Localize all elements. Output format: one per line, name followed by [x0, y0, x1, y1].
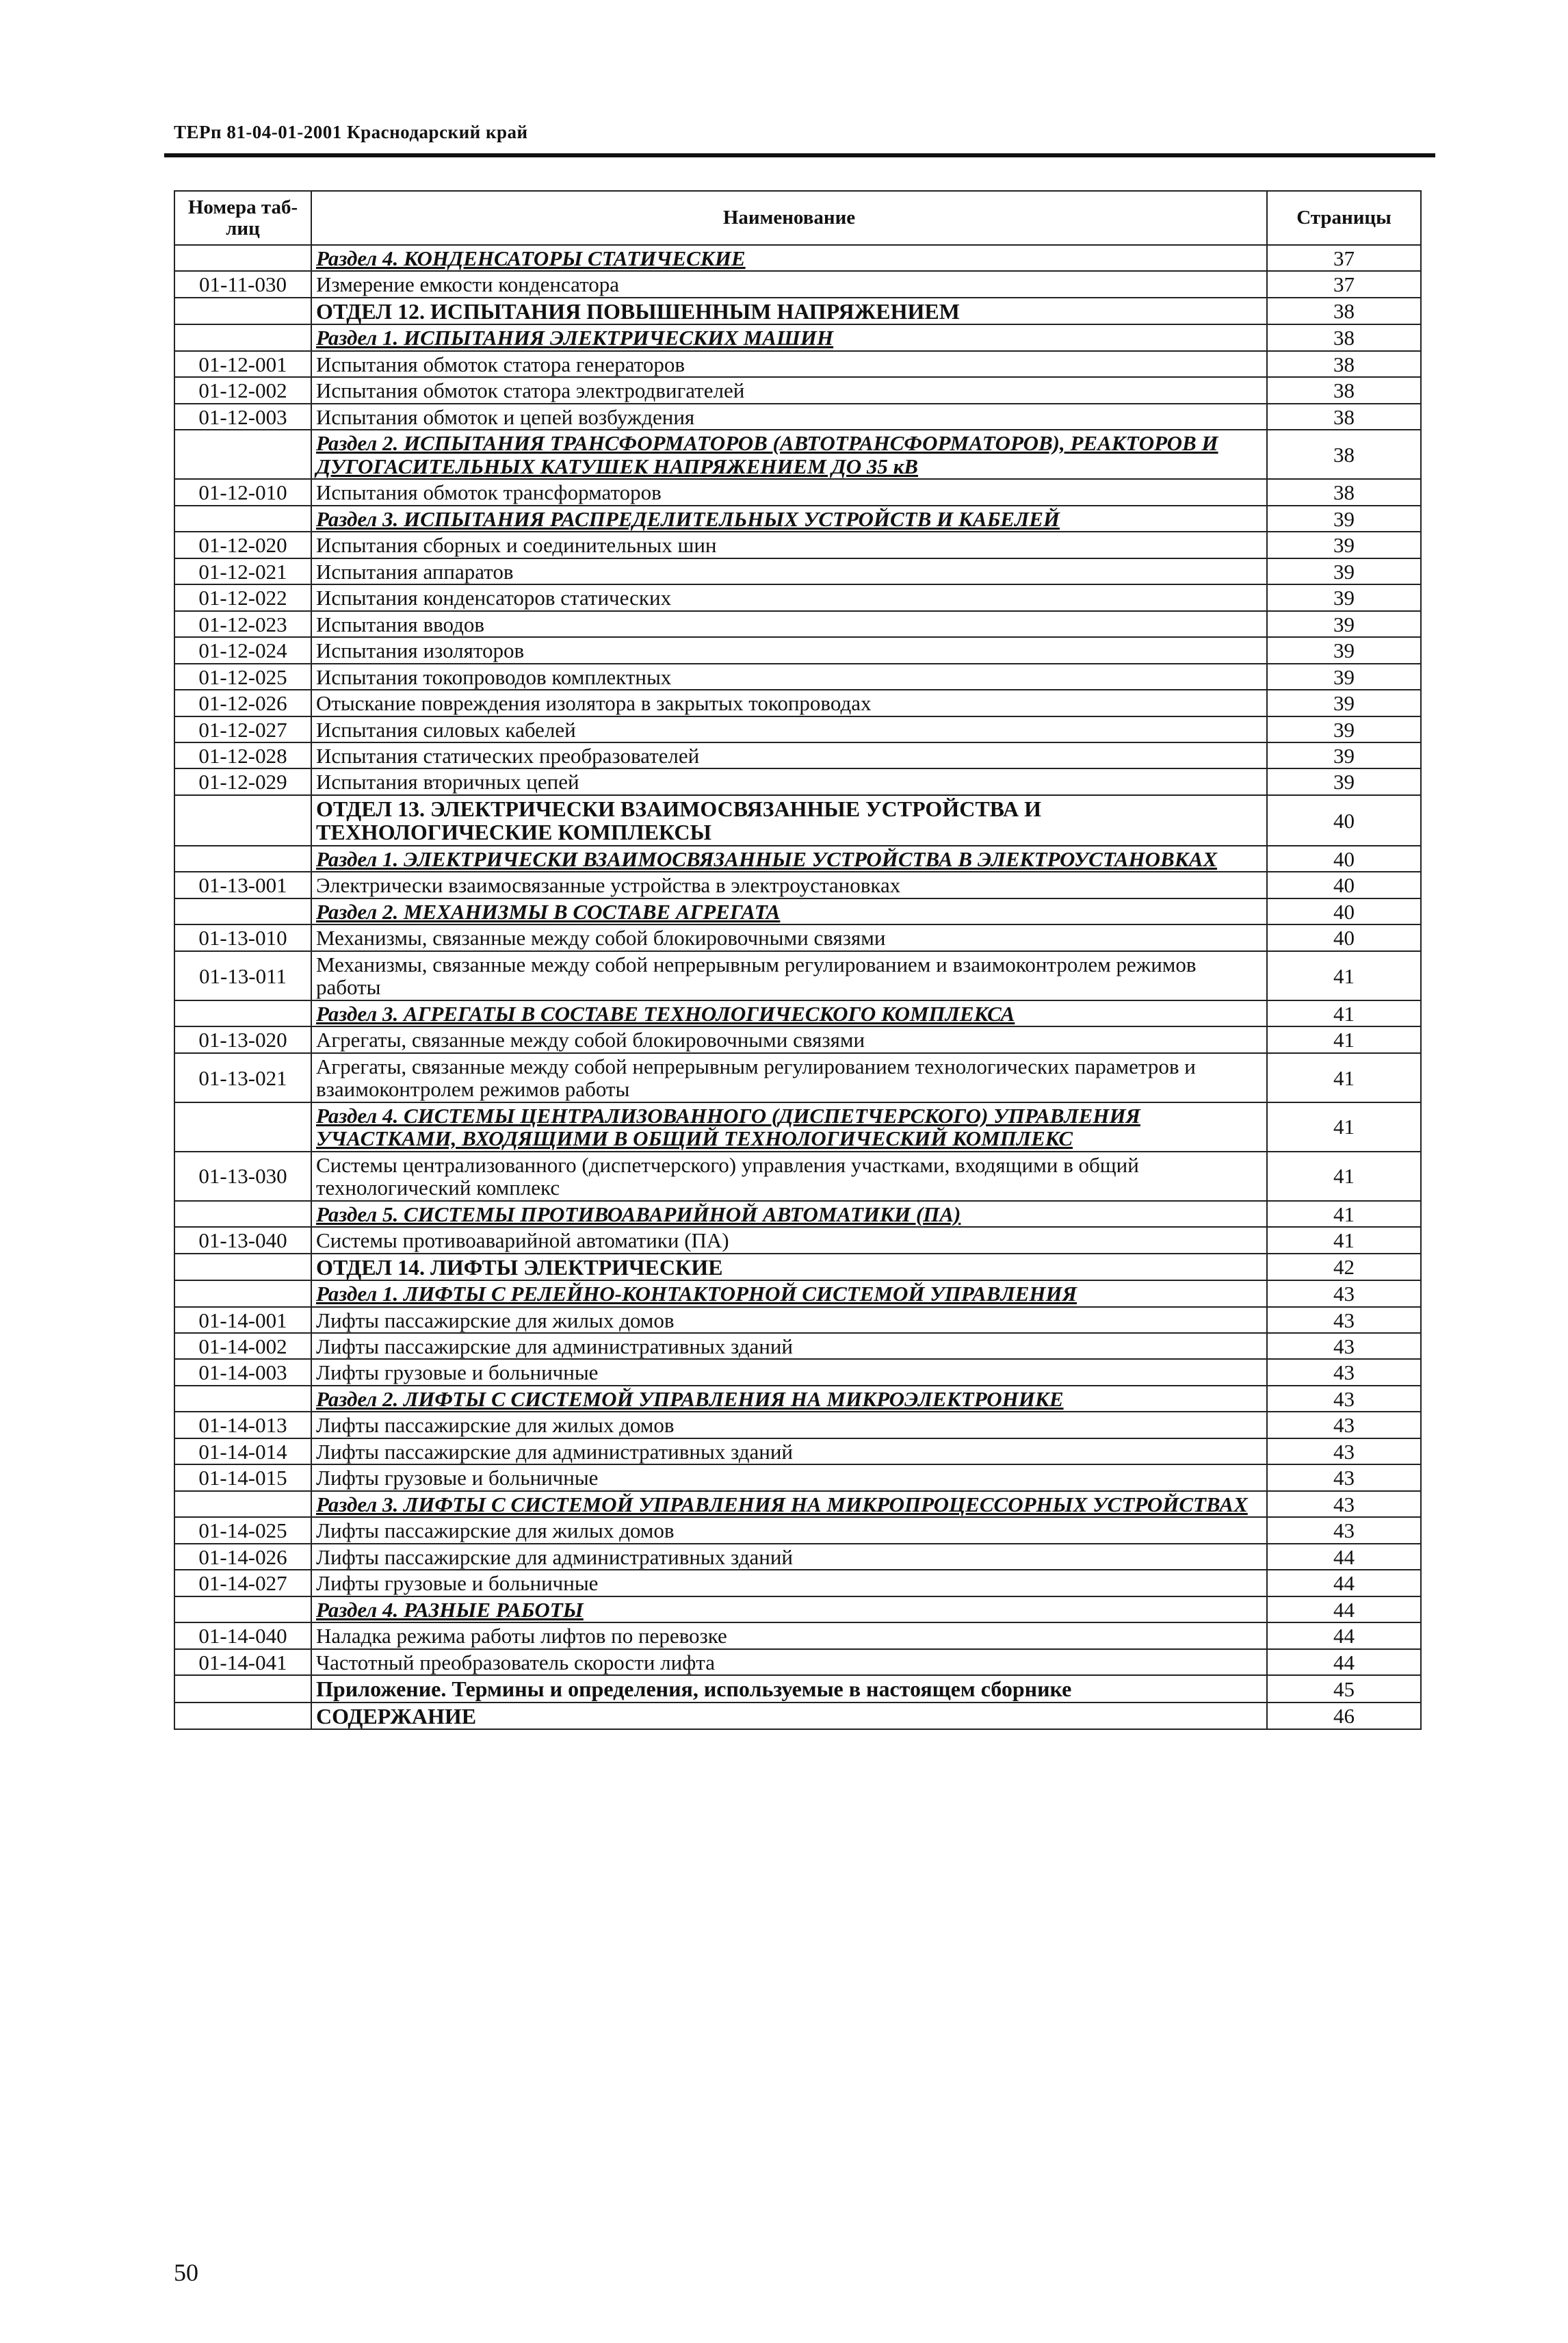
table-row	[174, 404, 1421, 430]
section-row	[174, 846, 1421, 872]
table-row	[174, 768, 1421, 794]
table-name-cell: Испытания вводов	[311, 611, 1267, 637]
table-code-cell: 01-14-026	[174, 1544, 311, 1570]
table-code-cell: 01-13-001	[174, 872, 311, 898]
page-number: 50	[174, 2259, 198, 2286]
table-page-cell: 40	[1267, 795, 1421, 846]
section-row	[174, 1596, 1421, 1622]
table-name-cell: Испытания статических преобразователей	[311, 742, 1267, 768]
table-code-cell: 01-13-011	[174, 951, 311, 1000]
table-code-cell: 01-13-030	[174, 1152, 311, 1201]
table-code-cell	[174, 1386, 311, 1412]
table-page-cell: 43	[1267, 1280, 1421, 1306]
table-name-cell: Лифты пассажирские для административных зданий	[311, 1544, 1267, 1570]
section-row	[174, 1102, 1421, 1152]
table-page-cell: 43	[1267, 1438, 1421, 1464]
table-page-cell: 39	[1267, 532, 1421, 558]
table-page-cell: 39	[1267, 611, 1421, 637]
table-page-cell: 41	[1267, 1000, 1421, 1026]
table-name-cell: Раздел 3. ЛИФТЫ С СИСТЕМОЙ УПРАВЛЕНИЯ НА МИКРОПРОЦЕССОРНЫХ УСТРОЙСТВАХ	[311, 1491, 1267, 1517]
table-row	[174, 1333, 1421, 1359]
table-page-cell: 38	[1267, 479, 1421, 505]
table-code-cell	[174, 1703, 311, 1730]
section-row	[174, 245, 1421, 271]
table-code-cell	[174, 430, 311, 479]
table-row	[174, 1438, 1421, 1464]
table-code-cell: 01-12-027	[174, 716, 311, 742]
section-row	[174, 324, 1421, 350]
table-page-cell: 38	[1267, 351, 1421, 377]
column-header-pages: Страницы	[1267, 191, 1421, 245]
table-page-cell: 40	[1267, 898, 1421, 924]
table-row	[174, 716, 1421, 742]
table-name-cell: Раздел 3. АГРЕГАТЫ В СОСТАВЕ ТЕХНОЛОГИЧЕСКОГО КОМПЛЕКСА	[311, 1000, 1267, 1026]
table-page-cell: 41	[1267, 1102, 1421, 1152]
section-row	[174, 430, 1421, 479]
table-code-cell: 01-14-013	[174, 1412, 311, 1438]
table-page-cell: 43	[1267, 1333, 1421, 1359]
table-row	[174, 271, 1421, 297]
table-code-cell: 01-14-015	[174, 1464, 311, 1490]
table-page-cell: 41	[1267, 1026, 1421, 1052]
table-header-row	[174, 191, 1421, 245]
table-page-cell: 42	[1267, 1254, 1421, 1281]
table-page-cell: 39	[1267, 506, 1421, 532]
table-code-cell: 01-13-010	[174, 924, 311, 950]
table-page-cell: 38	[1267, 377, 1421, 403]
table-name-cell: Лифты пассажирские для административных зданий	[311, 1438, 1267, 1464]
table-page-cell: 38	[1267, 404, 1421, 430]
table-name-cell: Системы противоаварийной автоматики (ПА)	[311, 1227, 1267, 1253]
table-name-cell: Электрически взаимосвязанные устройства в электроустановках	[311, 872, 1267, 898]
header-rule	[164, 153, 1435, 157]
table-code-cell	[174, 1596, 311, 1622]
table-name-cell: Раздел 3. ИСПЫТАНИЯ РАСПРЕДЕЛИТЕЛЬНЫХ УСТРОЙСТВ И КАБЕЛЕЙ	[311, 506, 1267, 532]
table-name-cell: Раздел 2. ИСПЫТАНИЯ ТРАНСФОРМАТОРОВ (АВТОТРАНСФОРМАТОРОВ), РЕАКТОРОВ И ДУГОГАСИТЕЛЬНЫХ КАТУШЕК НАПРЯЖЕНИЕМ ДО 35 кВ	[311, 430, 1267, 479]
table-row	[174, 1359, 1421, 1385]
table-code-cell	[174, 1102, 311, 1152]
table-page-cell: 39	[1267, 584, 1421, 610]
table-row	[174, 377, 1421, 403]
table-code-cell: 01-12-026	[174, 690, 311, 716]
table-name-cell: Наладка режима работы лифтов по перевозке	[311, 1622, 1267, 1648]
table-row	[174, 664, 1421, 690]
table-name-cell: Агрегаты, связанные между собой блокировочными связями	[311, 1026, 1267, 1052]
table-row	[174, 584, 1421, 610]
table-name-cell: Раздел 1. ИСПЫТАНИЯ ЭЛЕКТРИЧЕСКИХ МАШИН	[311, 324, 1267, 350]
table-code-cell: 01-14-014	[174, 1438, 311, 1464]
table-code-cell	[174, 1280, 311, 1306]
table-page-cell: 39	[1267, 637, 1421, 663]
table-name-cell: Механизмы, связанные между собой непрерывным регулированием и взаимоконтролем режимов работы	[311, 951, 1267, 1000]
table-row	[174, 1517, 1421, 1543]
table-row	[174, 924, 1421, 950]
table-page-cell: 38	[1267, 430, 1421, 479]
table-name-cell: Раздел 2. ЛИФТЫ С СИСТЕМОЙ УПРАВЛЕНИЯ НА МИКРОЭЛЕКТРОНИКЕ	[311, 1386, 1267, 1412]
table-code-cell: 01-12-028	[174, 742, 311, 768]
table-page-cell: 39	[1267, 716, 1421, 742]
table-code-cell: 01-12-022	[174, 584, 311, 610]
table-code-cell	[174, 795, 311, 846]
table-page-cell: 41	[1267, 1152, 1421, 1201]
table-code-cell	[174, 1254, 311, 1281]
table-row	[174, 1412, 1421, 1438]
table-row	[174, 351, 1421, 377]
table-name-cell: Испытания силовых кабелей	[311, 716, 1267, 742]
table-page-cell: 41	[1267, 1227, 1421, 1253]
table-row	[174, 1622, 1421, 1648]
table-page-cell: 41	[1267, 1201, 1421, 1227]
table-page-cell: 39	[1267, 690, 1421, 716]
table-code-cell	[174, 1000, 311, 1026]
table-code-cell: 01-12-001	[174, 351, 311, 377]
table-page-cell: 41	[1267, 951, 1421, 1000]
table-code-cell: 01-12-010	[174, 479, 311, 505]
section-row	[174, 1280, 1421, 1306]
table-code-cell	[174, 1491, 311, 1517]
table-code-cell: 01-13-021	[174, 1053, 311, 1102]
section-row	[174, 1201, 1421, 1227]
table-page-cell: 44	[1267, 1570, 1421, 1596]
table-name-cell: Измерение емкости конденсатора	[311, 271, 1267, 297]
table-name-cell: Испытания обмоток и цепей возбуждения	[311, 404, 1267, 430]
column-header-name: Наименование	[311, 191, 1267, 245]
table-name-cell: Лифты грузовые и больничные	[311, 1359, 1267, 1385]
table-page-cell: 43	[1267, 1359, 1421, 1385]
table-page-cell: 43	[1267, 1491, 1421, 1517]
table-name-cell: Испытания обмоток статора генераторов	[311, 351, 1267, 377]
column-header-code: Номера таб-лиц	[174, 191, 311, 245]
table-code-cell: 01-12-021	[174, 558, 311, 584]
table-page-cell: 43	[1267, 1517, 1421, 1543]
table-row	[174, 1649, 1421, 1675]
table-row	[174, 1026, 1421, 1052]
table-name-cell: Системы централизованного (диспетчерского) управления участками, входящими в общий технологический комплекс	[311, 1152, 1267, 1201]
table-code-cell: 01-12-020	[174, 532, 311, 558]
table-page-cell: 43	[1267, 1307, 1421, 1333]
table-page-cell: 37	[1267, 245, 1421, 271]
section-row	[174, 1491, 1421, 1517]
table-page-cell: 44	[1267, 1544, 1421, 1570]
table-name-cell: Механизмы, связанные между собой блокировочными связями	[311, 924, 1267, 950]
table-page-cell: 44	[1267, 1649, 1421, 1675]
table-row	[174, 611, 1421, 637]
table-name-cell: ОТДЕЛ 14. ЛИФТЫ ЭЛЕКТРИЧЕСКИЕ	[311, 1254, 1267, 1281]
table-code-cell: 01-12-023	[174, 611, 311, 637]
table-name-cell: Лифты пассажирские для жилых домов	[311, 1517, 1267, 1543]
table-code-cell	[174, 846, 311, 872]
table-name-cell: СОДЕРЖАНИЕ	[311, 1703, 1267, 1730]
table-page-cell: 37	[1267, 271, 1421, 297]
table-row	[174, 1053, 1421, 1102]
table-name-cell: Испытания сборных и соединительных шин	[311, 532, 1267, 558]
table-row	[174, 1227, 1421, 1253]
section-row	[174, 1000, 1421, 1026]
table-row	[174, 532, 1421, 558]
table-code-cell: 01-12-025	[174, 664, 311, 690]
table-code-cell	[174, 506, 311, 532]
department-row	[174, 795, 1421, 846]
section-row	[174, 506, 1421, 532]
contents-table	[174, 190, 1422, 1730]
table-name-cell: Испытания вторичных цепей	[311, 768, 1267, 794]
table-code-cell: 01-12-024	[174, 637, 311, 663]
table-name-cell: Раздел 2. МЕХАНИЗМЫ В СОСТАВЕ АГРЕГАТА	[311, 898, 1267, 924]
table-page-cell: 40	[1267, 924, 1421, 950]
table-row	[174, 479, 1421, 505]
table-code-cell	[174, 324, 311, 350]
table-code-cell: 01-14-003	[174, 1359, 311, 1385]
table-code-cell: 01-14-027	[174, 1570, 311, 1596]
table-code-cell: 01-14-001	[174, 1307, 311, 1333]
table-row	[174, 742, 1421, 768]
table-row	[174, 637, 1421, 663]
table-code-cell: 01-13-040	[174, 1227, 311, 1253]
table-code-cell: 01-14-002	[174, 1333, 311, 1359]
table-name-cell: Испытания изоляторов	[311, 637, 1267, 663]
table-name-cell: Агрегаты, связанные между собой непрерывным регулированием технологических параметров и взаимоконтролем режимов работы	[311, 1053, 1267, 1102]
department-row	[174, 1675, 1421, 1703]
table-page-cell: 44	[1267, 1622, 1421, 1648]
table-name-cell: Испытания аппаратов	[311, 558, 1267, 584]
table-name-cell: Испытания конденсаторов статических	[311, 584, 1267, 610]
table-code-cell: 01-14-040	[174, 1622, 311, 1648]
table-code-cell: 01-12-002	[174, 377, 311, 403]
table-row	[174, 1544, 1421, 1570]
table-page-cell: 40	[1267, 872, 1421, 898]
table-page-cell: 46	[1267, 1703, 1421, 1730]
table-name-cell: Раздел 4. РАЗНЫЕ РАБОТЫ	[311, 1596, 1267, 1622]
table-name-cell: Лифты пассажирские для жилых домов	[311, 1412, 1267, 1438]
table-code-cell: 01-11-030	[174, 271, 311, 297]
table-page-cell: 39	[1267, 768, 1421, 794]
section-row	[174, 1386, 1421, 1412]
table-code-cell	[174, 898, 311, 924]
table-name-cell: Раздел 5. СИСТЕМЫ ПРОТИВОАВАРИЙНОЙ АВТОМАТИКИ (ПА)	[311, 1201, 1267, 1227]
table-code-cell	[174, 298, 311, 325]
table-name-cell: Отыскание повреждения изолятора в закрытых токопроводах	[311, 690, 1267, 716]
table-name-cell: Испытания обмоток трансформаторов	[311, 479, 1267, 505]
document-header: ТЕРп 81-04-01-2001 Краснодарский край	[174, 122, 528, 142]
table-code-cell	[174, 245, 311, 271]
table-name-cell: Лифты пассажирские для административных зданий	[311, 1333, 1267, 1359]
table-code-cell: 01-12-003	[174, 404, 311, 430]
table-name-cell: Испытания обмоток статора электродвигателей	[311, 377, 1267, 403]
table-row	[174, 690, 1421, 716]
table-name-cell: Раздел 1. ЭЛЕКТРИЧЕСКИ ВЗАИМОСВЯЗАННЫЕ УСТРОЙСТВА В ЭЛЕКТРОУСТАНОВКАХ	[311, 846, 1267, 872]
table-row	[174, 1464, 1421, 1490]
table-name-cell: ОТДЕЛ 12. ИСПЫТАНИЯ ПОВЫШЕННЫМ НАПРЯЖЕНИЕМ	[311, 298, 1267, 325]
table-name-cell: Лифты пассажирские для жилых домов	[311, 1307, 1267, 1333]
table-page-cell: 44	[1267, 1596, 1421, 1622]
table-page-cell: 43	[1267, 1464, 1421, 1490]
table-name-cell: Лифты грузовые и больничные	[311, 1464, 1267, 1490]
table-page-cell: 38	[1267, 298, 1421, 325]
table-code-cell	[174, 1675, 311, 1703]
table-name-cell: Раздел 1. ЛИФТЫ С РЕЛЕЙНО-КОНТАКТОРНОЙ СИСТЕМОЙ УПРАВЛЕНИЯ	[311, 1280, 1267, 1306]
table-name-cell: ОТДЕЛ 13. ЭЛЕКТРИЧЕСКИ ВЗАИМОСВЯЗАННЫЕ УСТРОЙСТВА И ТЕХНОЛОГИЧЕСКИЕ КОМПЛЕКСЫ	[311, 795, 1267, 846]
table-name-cell: Раздел 4. КОНДЕНСАТОРЫ СТАТИЧЕСКИЕ	[311, 245, 1267, 271]
table-row	[174, 872, 1421, 898]
table-body	[174, 245, 1421, 1729]
table-page-cell: 40	[1267, 846, 1421, 872]
table-row	[174, 1307, 1421, 1333]
table-row	[174, 1570, 1421, 1596]
table-page-cell: 45	[1267, 1675, 1421, 1703]
table-name-cell: Испытания токопроводов комплектных	[311, 664, 1267, 690]
table-row	[174, 951, 1421, 1000]
table-page-cell: 39	[1267, 558, 1421, 584]
department-row	[174, 298, 1421, 325]
table-row	[174, 558, 1421, 584]
department-row	[174, 1703, 1421, 1730]
table-page-cell: 41	[1267, 1053, 1421, 1102]
table-code-cell	[174, 1201, 311, 1227]
table-name-cell: Раздел 4. СИСТЕМЫ ЦЕНТРАЛИЗОВАННОГО (ДИСПЕТЧЕРСКОГО) УПРАВЛЕНИЯ УЧАСТКАМИ, ВХОДЯЩИМИ В ОБЩИЙ ТЕХНОЛОГИЧЕСКИЙ КОМПЛЕКС	[311, 1102, 1267, 1152]
table-row	[174, 1152, 1421, 1201]
department-row	[174, 1254, 1421, 1281]
table-name-cell: Приложение. Термины и определения, используемые в настоящем сборнике	[311, 1675, 1267, 1703]
table-page-cell: 38	[1267, 324, 1421, 350]
table-page-cell: 39	[1267, 742, 1421, 768]
table-page-cell: 43	[1267, 1412, 1421, 1438]
section-row	[174, 898, 1421, 924]
table-code-cell: 01-14-041	[174, 1649, 311, 1675]
table-name-cell: Частотный преобразователь скорости лифта	[311, 1649, 1267, 1675]
table-code-cell: 01-13-020	[174, 1026, 311, 1052]
table-page-cell: 39	[1267, 664, 1421, 690]
table-code-cell: 01-12-029	[174, 768, 311, 794]
table-page-cell: 43	[1267, 1386, 1421, 1412]
table-name-cell: Лифты грузовые и больничные	[311, 1570, 1267, 1596]
table-code-cell: 01-14-025	[174, 1517, 311, 1543]
